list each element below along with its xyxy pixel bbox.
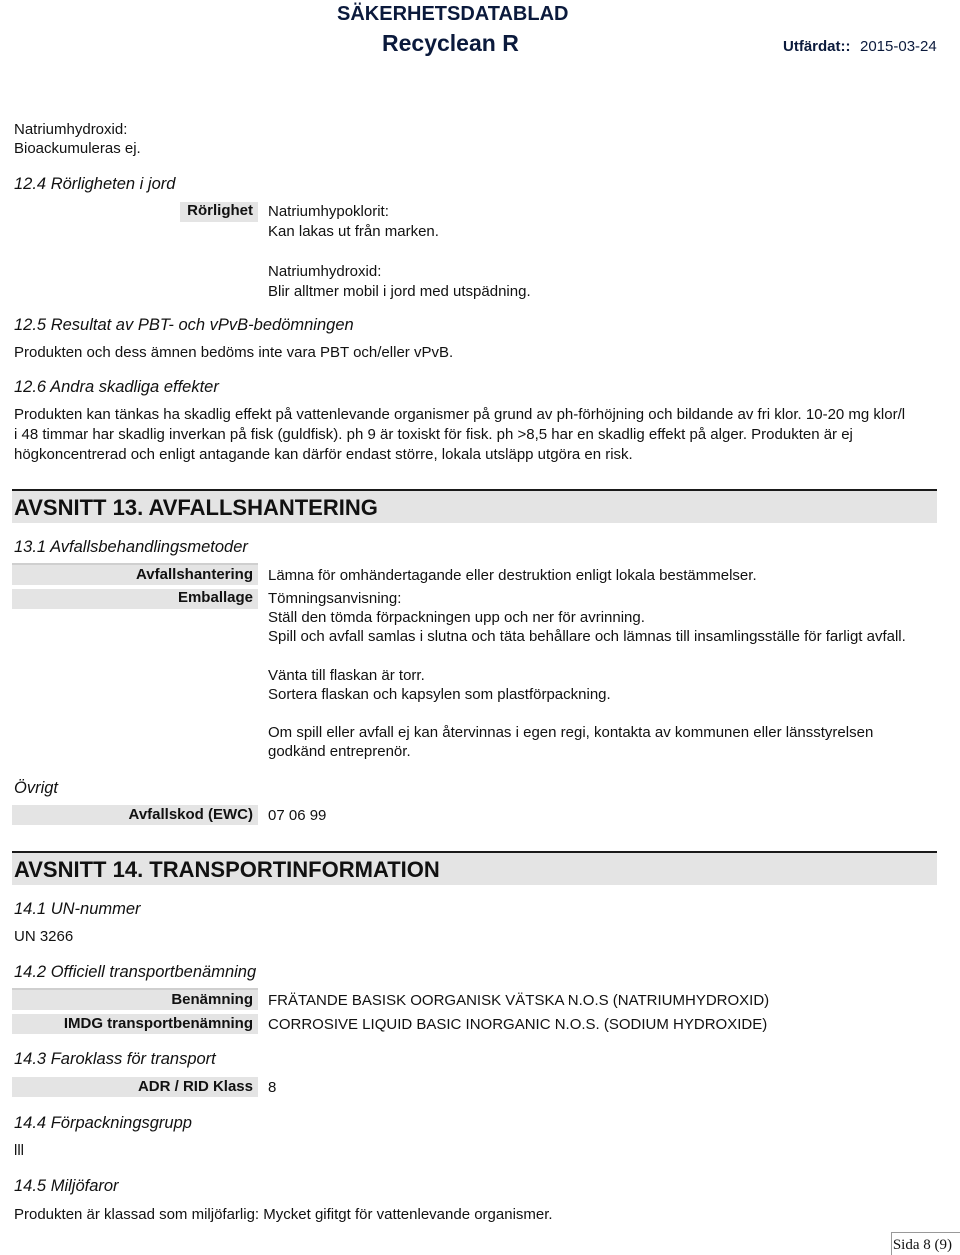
effects-line: högkoncentrerad och enligt antagande kan därför endast större, lokala utsläpp utgöra en risk. <box>14 446 633 463</box>
ewc-value: 07 06 99 <box>268 807 327 824</box>
mobility-line: Natriumhypoklorit: <box>268 203 389 220</box>
packing-group: lll <box>14 1142 24 1159</box>
un-number: UN 3266 <box>14 928 74 945</box>
adr-value: 8 <box>268 1079 277 1096</box>
packaging-line: Sortera flaskan och kapsylen som plastförpackning. <box>268 685 611 703</box>
mobility-line: Kan lakas ut från marken. <box>268 223 439 240</box>
natrium-label: Natriumhydroxid: <box>14 121 128 138</box>
packaging-line: Ställ den tömda förpackningen upp och ner för avrinning. <box>268 609 645 627</box>
packaging-line: godkänd entreprenör. <box>268 743 411 761</box>
page-number: Sida 8 (9) <box>892 1237 952 1253</box>
mobility-line: Natriumhydroxid: <box>268 263 382 280</box>
section-13-title: AVSNITT 13. AVFALLSHANTERING <box>14 495 378 520</box>
packaging-line <box>268 704 906 723</box>
environment-text: Produkten är klassad som miljöfarlig: Mycket gifitgt för vattenlevande organismer. <box>14 1206 553 1223</box>
effects-text <box>14 405 905 465</box>
packaging-text <box>268 589 906 761</box>
subheading-13-1: 13.1 Avfallsbehandlingsmetoder <box>14 538 248 556</box>
mobility-label: Rörlighet <box>187 202 253 219</box>
shipping-name-value: FRÄTANDE BASISK OORGANISK VÄTSKA N.O.S (NATRIUMHYDROXID) <box>268 992 770 1009</box>
document-title: SÄKERHETSDATABLAD <box>337 3 569 25</box>
packaging-label: Emballage <box>177 589 253 606</box>
shipping-name-label: Benämning <box>171 991 253 1008</box>
adr-label: ADR / RID Klass <box>137 1078 253 1095</box>
pbt-text: Produkten och dess ämnen bedöms inte vara PBT och/eller vPvB. <box>14 344 454 361</box>
waste-handling-text: Lämna för omhändertagande eller destruktion enligt lokala bestämmelser. <box>268 567 757 584</box>
issued-label: Utfärdat:: <box>783 38 851 55</box>
effects-line: Produkten kan tänkas ha skadlig effekt på vattenlevande organismer på grund av ph-förhöjning och bildande av fri klor. 10-20 mg klor/l <box>14 406 906 423</box>
issued-date: 2015-03-24 <box>860 38 937 55</box>
mobility-text <box>268 202 531 302</box>
waste-handling-label: Avfallshantering <box>136 566 253 583</box>
imdg-label: IMDG transportbenämning <box>63 1015 253 1032</box>
ewc-label: Avfallskod (EWC) <box>128 806 253 823</box>
subheading-12-5: 12.5 Resultat av PBT- och vPvB-bedömningen <box>14 316 354 334</box>
effects-line: i 48 timmar har skadlig inverkan på fisk (guldfisk). ph 9 är toxiskt för fisk. ph >8,5 har en skadlig effekt på alger. Produkten är ej <box>14 426 853 443</box>
subheading-14-3: 14.3 Faroklass för transport <box>14 1050 216 1068</box>
mobility-line <box>268 242 531 262</box>
mobility-line: Blir alltmer mobil i jord med utspädning. <box>268 283 531 300</box>
packaging-line: Om spill eller avfall ej kan återvinnas i egen regi, kontakta av kommunen eller länsstyrelsen <box>268 724 874 742</box>
natrium-text: Bioackumuleras ej. <box>14 140 141 157</box>
imdg-value: CORROSIVE LIQUID BASIC INORGANIC N.O.S. (SODIUM HYDROXIDE) <box>268 1016 768 1033</box>
packaging-line: Tömningsanvisning: <box>268 590 402 607</box>
other-heading: Övrigt <box>14 779 59 797</box>
subheading-14-2: 14.2 Officiell transportbenämning <box>14 963 257 981</box>
packaging-line: Spill och avfall samlas i slutna och täta behållare och lämnas till insamlingsställe för farligt avfall. <box>268 628 906 646</box>
packaging-line: Vänta till flaskan är torr. <box>268 666 425 684</box>
subheading-14-5: 14.5 Miljöfaror <box>14 1177 119 1195</box>
subheading-14-4: 14.4 Förpackningsgrupp <box>14 1114 192 1132</box>
subheading-14-1: 14.1 UN-nummer <box>14 900 141 918</box>
product-name: Recyclean R <box>382 30 519 56</box>
subheading-12-6: 12.6 Andra skadliga effekter <box>14 378 219 396</box>
subheading-12-4: 12.4 Rörligheten i jord <box>14 175 176 193</box>
section-14-title: AVSNITT 14. TRANSPORTINFORMATION <box>14 857 440 882</box>
packaging-line <box>268 647 906 666</box>
